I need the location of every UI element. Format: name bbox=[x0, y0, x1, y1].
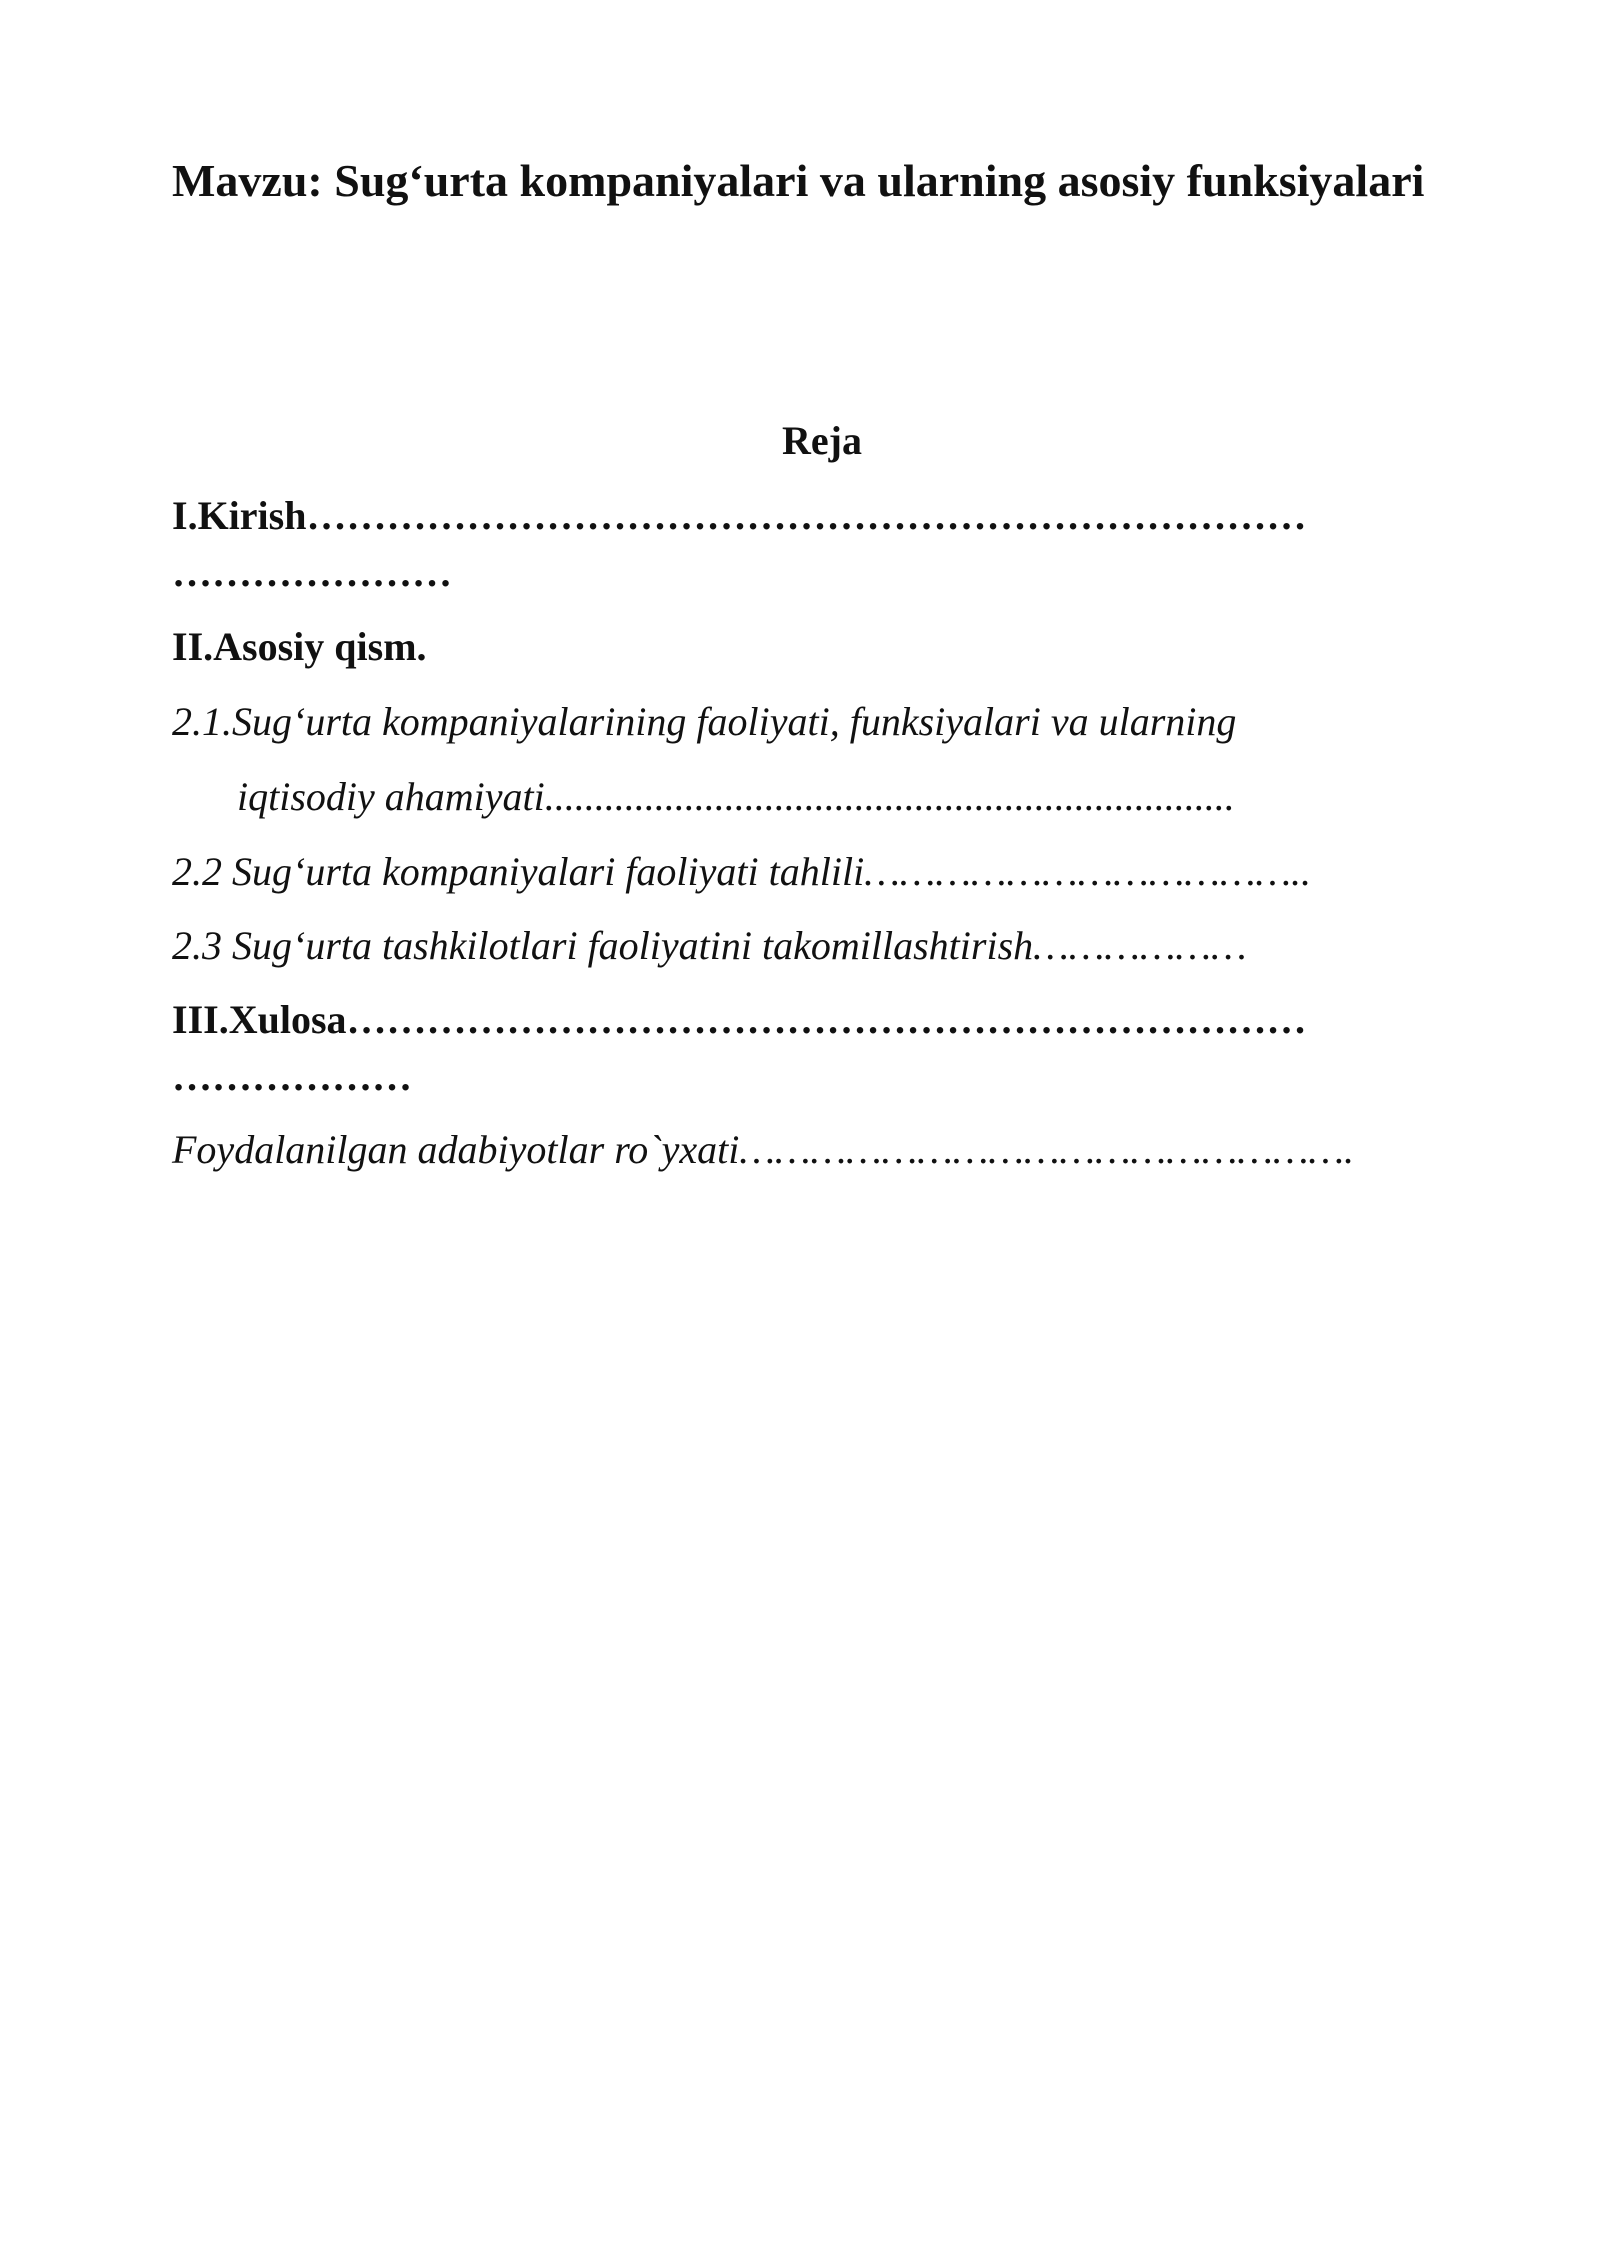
toc-item-introduction-continued: ………………… bbox=[172, 550, 452, 595]
plan-heading: Reja bbox=[782, 418, 862, 463]
toc-item-conclusion: III.Xulosa……………………………………………………………… bbox=[172, 997, 1307, 1042]
toc-item-2-1: 2.1.Sug‘urta kompaniyalarining faoliyati, funksiyalari va ularning bbox=[172, 699, 1237, 744]
toc-item-introduction: I.Kirish………………………………………………………………… bbox=[172, 493, 1307, 538]
toc-item-conclusion-continued: ……………… bbox=[172, 1054, 412, 1099]
document-title: Mavzu: Sug‘urta kompaniyalari va ularning asosiy funksiyalari bbox=[172, 155, 1425, 206]
toc-item-2-3: 2.3 Sug‘urta tashkilotlari faoliyatini takomillashtirish……………… bbox=[172, 923, 1247, 968]
toc-item-main-part: II.Asosiy qism. bbox=[172, 624, 427, 669]
toc-item-references: Foydalanilgan adabiyotlar ro`yxati……………………………………………. bbox=[172, 1127, 1354, 1172]
toc-item-2-2: 2.2 Sug‘urta kompaniyalari faoliyati tahlili……………………………….. bbox=[172, 849, 1311, 894]
toc-item-2-1-continued: iqtisodiy ahamiyati..................................................................... bbox=[237, 774, 1235, 819]
